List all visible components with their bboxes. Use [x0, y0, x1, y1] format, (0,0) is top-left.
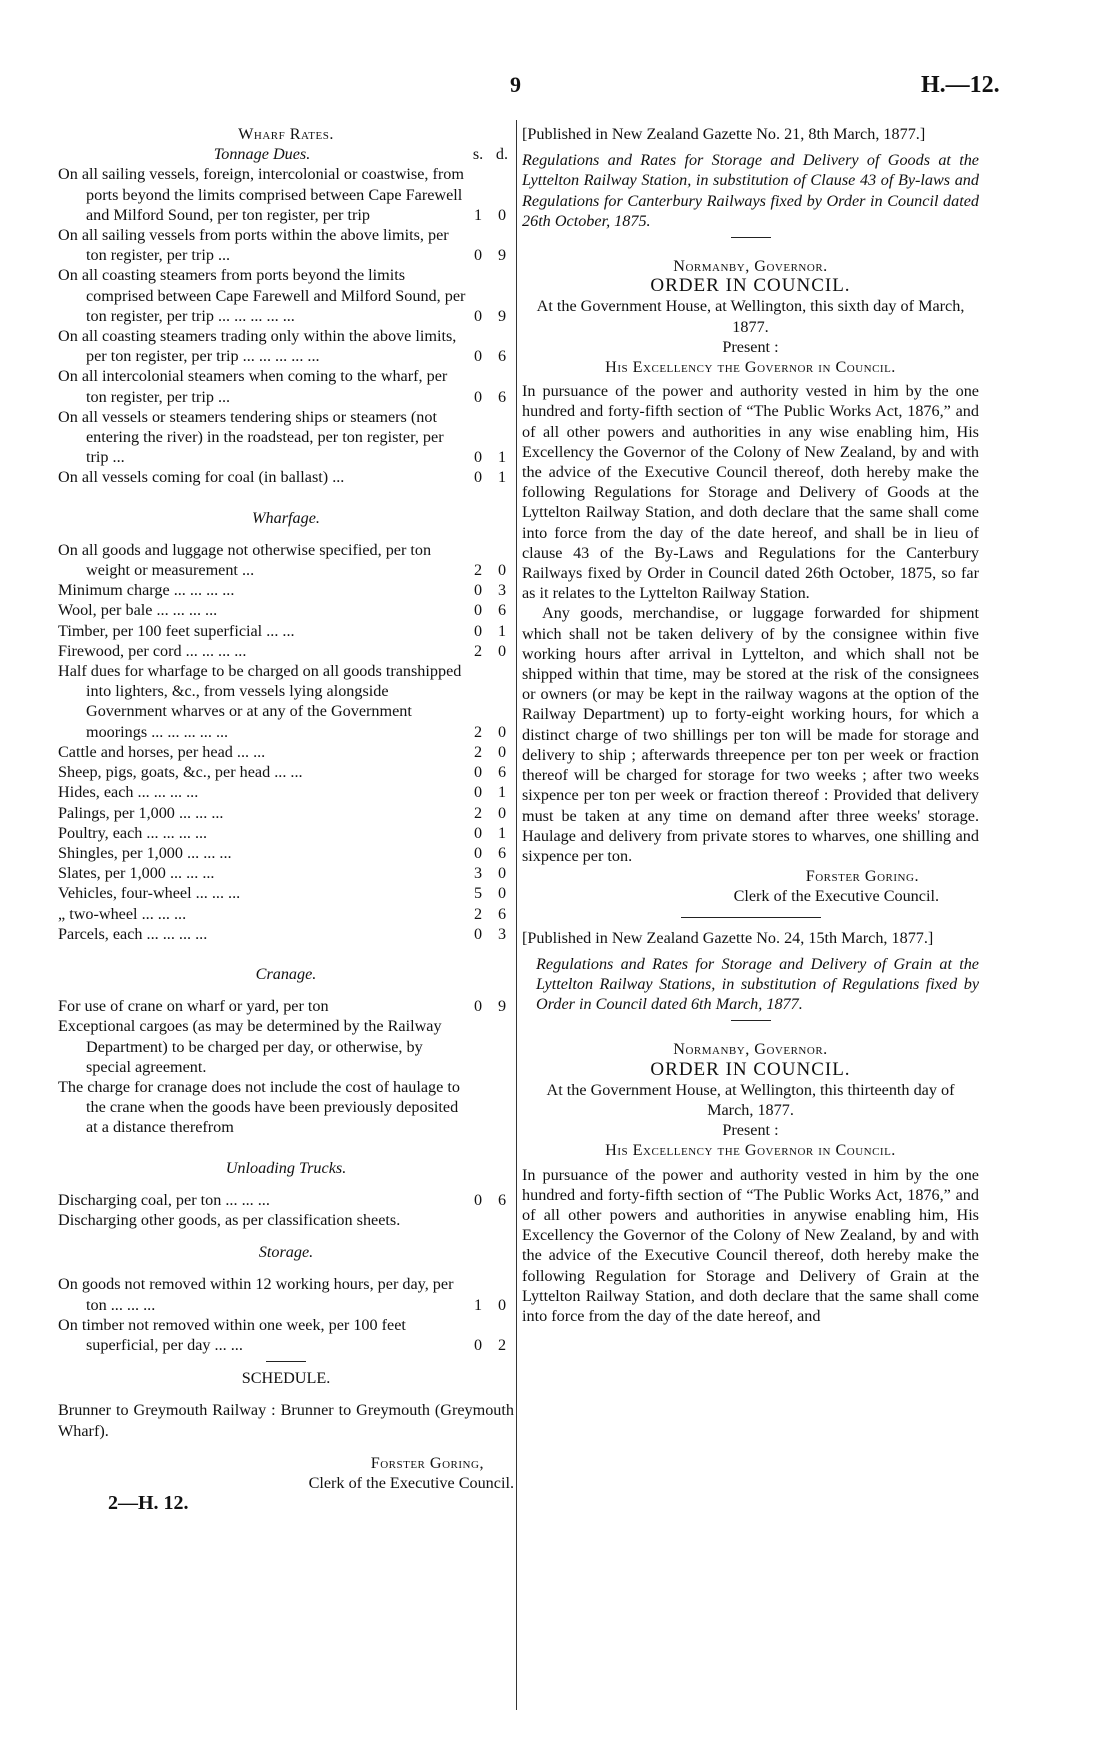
tariff-row — [58, 326, 514, 366]
regulation-title: Regulations and Rates for Storage and Delivery of Grain at the Lyttelton Railway Stations, in substitution of Regulations fixed by Order in Council dated 6th March, 1877. — [536, 954, 979, 1014]
tariff-shillings: 0 — [473, 823, 483, 842]
tariff-pence: 3 — [497, 581, 507, 600]
tariff-row — [58, 407, 514, 468]
right-column — [522, 124, 979, 1326]
storage-title: Storage. — [258, 1243, 314, 1262]
tariff-pence: 1 — [497, 468, 507, 487]
tariff-pence: 3 — [497, 924, 507, 943]
tariff-pence: 0 — [497, 1295, 507, 1314]
present-label: Present : — [722, 1121, 779, 1140]
tariff-row — [58, 803, 514, 823]
order-paragraph: Any goods, merchandise, or luggage forwarded for shipment which shall not be taken delivery of by the consignee within five working hours after arrival in Lyttelton, and which shall not be shipped within that time, may be stored at the risk of the consignees or owners (or may be kept in the railway wagons at the option of the Railway Department) up to forty-eight working hours, for which a distinct charge of two shillings per ton will be made for storage and delivery to ship ; afterwards threepence per ton per week or fraction thereof will be charged for storage for two weeks ; after two weeks sixpence per ton per week or fraction thereof : Provided that delivery must be taken at any time on demand after three weeks' storage. Haulage and delivery from private stores to wharves, one shilling and sixpence per ton. — [522, 604, 979, 865]
tariff-description: Firewood, per cord ... ... ... ... — [58, 641, 247, 660]
tariff-row — [58, 1077, 514, 1138]
tariff-row — [58, 580, 514, 600]
tariff-description: Discharging other goods, as per classification sheets. — [58, 1210, 401, 1229]
tonnage-list — [58, 164, 514, 487]
order-paragraph: In pursuance of the power and authority vested in him by the one hundred and forty-fifth section of “The Public Works Act, 1876,” and of all other powers and authorities in any wise enabling him, His Excellency the Governor of the Colony of New Zealand, by and with the advice of the Executive Council thereof, doth hereby make the following Regulations for Storage and Delivery of Goods at the Lyttelton Railway Station, and doth declare that the same shall come into force from the day of the date hereof, and shall be in lieu of clause 43 of the By-Laws and Regulations for the Canterbury Railways fixed by Order in Council dated 26th October, 1875, so far as it relates to the Lyttelton Railway Station. — [522, 382, 979, 603]
signatory-title: Clerk of the Executive Council. — [733, 887, 939, 906]
document-code: H.—12. — [921, 72, 1000, 98]
tariff-description: Half dues for wharfage to be charged on all goods transhipped into lighters, &c., from vessels lying alongside Government wharves or at any of the Government moorings ... ... ... ... ... — [58, 662, 462, 741]
tariff-description: On all vessels or steamers tendering ships or steamers (not entering the river) in the roadstead, per ton register, per trip ... — [58, 407, 444, 467]
order-place-date: At the Government House, at Wellington, this thirteenth day of March, 1877. — [546, 1080, 955, 1119]
tariff-shillings: 2 — [473, 641, 483, 660]
tariff-pence: 2 — [497, 1335, 507, 1354]
tariff-shillings: 2 — [473, 722, 483, 741]
divider-dash — [731, 237, 771, 238]
tariff-row — [58, 467, 514, 487]
unloading-list — [58, 1190, 514, 1230]
tariff-description: Palings, per 1,000 ... ... ... — [58, 803, 224, 822]
tariff-shillings: 0 — [473, 763, 483, 782]
tariff-description: „ two-wheel ... ... ... — [58, 904, 187, 923]
tariff-shillings: 0 — [473, 387, 483, 406]
tariff-row — [58, 600, 514, 620]
wharf-rates-title: Wharf Rates. — [238, 125, 334, 143]
schedule-title: SCHEDULE. — [241, 1369, 331, 1388]
tariff-pence: 0 — [497, 742, 507, 761]
tariff-shillings: 1 — [473, 205, 483, 224]
cranage-title: Cranage. — [255, 964, 317, 983]
tariff-description: Slates, per 1,000 ... ... ... — [58, 864, 215, 883]
tariff-pence: 9 — [497, 997, 507, 1016]
signatory-name: Forster Goring. — [805, 867, 919, 886]
shillings-column-label: s. — [472, 145, 484, 164]
tariff-pence: 1 — [497, 823, 507, 842]
cranage-list — [58, 996, 514, 1137]
order-place-date: At the Government House, at Wellington, this sixth day of March, 1877. — [536, 297, 965, 336]
page-number: 9 — [510, 72, 521, 97]
present-label: Present : — [722, 337, 779, 356]
tariff-pence: 0 — [497, 561, 507, 580]
tariff-shillings: 0 — [473, 601, 483, 620]
tariff-shillings: 3 — [473, 864, 483, 883]
tariff-pence: 0 — [497, 803, 507, 822]
tariff-pence: 0 — [497, 205, 507, 224]
tariff-row — [58, 883, 514, 903]
tariff-pence: 1 — [497, 448, 507, 467]
tariff-shillings: 0 — [473, 581, 483, 600]
tariff-description: Sheep, pigs, goats, &c., per head ... ... — [58, 763, 303, 782]
tariff-shillings: 2 — [473, 561, 483, 580]
tariff-shillings: 0 — [473, 246, 483, 265]
tariff-description: Parcels, each ... ... ... ... — [58, 924, 208, 943]
tariff-row — [58, 1190, 514, 1210]
tariff-shillings: 0 — [473, 448, 483, 467]
tariff-row — [58, 164, 514, 225]
tariff-pence: 6 — [497, 387, 507, 406]
pence-column-label: d. — [495, 145, 509, 164]
tariff-pence: 6 — [497, 601, 507, 620]
publication-note: [Published in New Zealand Gazette No. 24, 15th March, 1877.] — [522, 928, 934, 947]
tariff-description: On goods not removed within 12 working hours, per day, per ton ... ... ... — [58, 1275, 454, 1314]
regulation-title: Regulations and Rates for Storage and Delivery of Goods at the Lyttelton Railway Station, in substitution of Clause 43 of By-laws and Regulations for Canterbury Railways fixed by Order in Council dated 26th October, 1875. — [522, 151, 979, 230]
tariff-row — [58, 904, 514, 924]
tariff-row — [58, 823, 514, 843]
order-heading: ORDER IN COUNCIL. — [650, 1058, 851, 1080]
tariff-description: On all goods and luggage not otherwise specified, per ton weight or measurement ... — [58, 540, 432, 580]
page-footer: 2—H. 12. — [108, 1492, 189, 1515]
tariff-shillings: 2 — [473, 742, 483, 761]
schedule-text: Brunner to Greymouth Railway : Brunner to Greymouth (Greymouth Wharf). — [58, 1401, 514, 1440]
tariff-description: On all coasting steamers trading only within the above limits, per ton register, per trip ... ... ... ... ... — [58, 327, 457, 366]
tariff-shillings: 2 — [473, 904, 483, 923]
tariff-pence: 6 — [497, 763, 507, 782]
tariff-pence: 1 — [497, 783, 507, 802]
divider-dash — [731, 1020, 771, 1021]
council-line: His Excellency the Governor in Council. — [605, 358, 896, 377]
tariff-description: Poultry, each ... ... ... ... — [58, 823, 208, 842]
tariff-row — [58, 366, 514, 406]
tariff-row — [58, 924, 514, 944]
tariff-shillings: 1 — [473, 1295, 483, 1314]
tariff-description: Shingles, per 1,000 ... ... ... — [58, 843, 232, 862]
tariff-description: For use of crane on wharf or yard, per ton — [58, 997, 329, 1016]
tariff-row — [58, 225, 514, 265]
tonnage-heading-row — [58, 144, 514, 164]
governor-name: Normanby, Governor. — [673, 1040, 828, 1059]
tariff-row — [58, 1016, 514, 1077]
tariff-shillings: 0 — [473, 997, 483, 1016]
tariff-shillings: 2 — [473, 803, 483, 822]
tariff-description: Hides, each ... ... ... ... — [58, 783, 199, 802]
order-heading: ORDER IN COUNCIL. — [650, 275, 851, 297]
unloading-trucks-title: Unloading Trucks. — [225, 1158, 347, 1177]
tariff-shillings: 0 — [473, 468, 483, 487]
tariff-row — [58, 1274, 514, 1314]
tariff-pence: 6 — [497, 904, 507, 923]
order-paragraph: In pursuance of the power and authority vested in him by the one hundred and forty-fifth section of “The Public Works Act, 1876,” and of all other powers and authorities in anywise enabling him, His Excellency the Governor of the Colony of New Zealand, by and with the advice of the Executive Council thereof, doth hereby make the following Regulation for Storage and Delivery of Grain at the Lyttelton Railway Station, and doth declare that the same shall come into force from the day of the date hereof, and — [522, 1165, 979, 1325]
tariff-row — [58, 621, 514, 641]
tariff-description: On timber not removed within one week, per 100 feet superficial, per day ... ... — [58, 1315, 406, 1354]
tariff-row — [58, 661, 514, 742]
tariff-description: On all sailing vessels, foreign, intercolonial or coastwise, from ports beyond the limits comprised between Cape Farewell and Milford Sound, per ton register, per trip — [58, 165, 464, 224]
tariff-row — [58, 996, 514, 1016]
tariff-description: Timber, per 100 feet superficial ... ... — [58, 621, 295, 640]
tariff-description: On all coasting steamers from ports beyond the limits comprised between Cape Farewell and Milford Sound, per ton register, per trip ... ... ... ... ... — [58, 266, 466, 325]
tariff-row — [58, 641, 514, 661]
divider-dash — [266, 1361, 306, 1362]
tariff-description: On all sailing vessels from ports within the above limits, per ton register, per trip ... — [58, 226, 449, 265]
tariff-row — [58, 863, 514, 883]
tariff-pence: 0 — [497, 864, 507, 883]
tariff-shillings: 0 — [473, 306, 483, 325]
tariff-shillings: 0 — [473, 1335, 483, 1354]
tariff-pence: 6 — [497, 1190, 507, 1209]
tariff-description: On all intercolonial steamers when coming to the wharf, per ton register, per trip ... — [58, 367, 448, 406]
tariff-description: Exceptional cargoes (as may be determined by the Railway Department) to be charged per day, or otherwise, by special agreement. — [58, 1017, 442, 1076]
tonnage-title: Tonnage Dues. — [213, 145, 311, 164]
tariff-shillings: 0 — [473, 347, 483, 366]
tariff-shillings: 5 — [473, 884, 483, 903]
council-line: His Excellency the Governor in Council. — [605, 1141, 896, 1160]
wharfage-title: Wharfage. — [252, 508, 320, 527]
storage-list — [58, 1274, 514, 1355]
tariff-pence: 9 — [497, 246, 507, 265]
signatory-title: Clerk of the Executive Council. — [308, 1473, 514, 1492]
tariff-row — [58, 265, 514, 326]
tariff-row — [58, 843, 514, 863]
column-divider — [516, 120, 517, 1710]
tariff-row — [58, 762, 514, 782]
tariff-description: Vehicles, four-wheel ... ... ... — [58, 884, 241, 903]
tariff-row — [58, 782, 514, 802]
governor-name: Normanby, Governor. — [673, 257, 828, 276]
tariff-description: Cattle and horses, per head ... ... — [58, 742, 266, 761]
tariff-pence: 0 — [497, 884, 507, 903]
tariff-pence: 1 — [497, 621, 507, 640]
tariff-shillings: 0 — [473, 783, 483, 802]
tariff-pence: 0 — [497, 641, 507, 660]
tariff-description: Minimum charge ... ... ... ... — [58, 581, 235, 600]
tariff-row — [58, 742, 514, 762]
tariff-row — [58, 1210, 514, 1230]
tariff-pence: 0 — [497, 722, 507, 741]
tariff-row — [58, 540, 514, 580]
tariff-description: The charge for cranage does not include the cost of haulage to the crane when the goods have been previously deposited at a distance therefrom — [58, 1077, 460, 1137]
tariff-pence: 9 — [497, 306, 507, 325]
tariff-description: Discharging coal, per ton ... ... ... — [58, 1190, 270, 1209]
tariff-pence: 6 — [497, 347, 507, 366]
tariff-shillings: 0 — [473, 843, 483, 862]
tariff-shillings: 0 — [473, 924, 483, 943]
tariff-row — [58, 1315, 514, 1355]
publication-note: [Published in New Zealand Gazette No. 21, 8th March, 1877.] — [522, 125, 926, 143]
wharfage-list — [58, 540, 514, 944]
tariff-shillings: 0 — [473, 621, 483, 640]
tariff-description: Wool, per bale ... ... ... ... — [58, 601, 218, 620]
left-column — [58, 124, 514, 1513]
tariff-description: On all vessels coming for coal (in ballast) ... — [58, 468, 345, 487]
divider-rule — [681, 917, 821, 918]
tariff-pence: 6 — [497, 843, 507, 862]
tariff-shillings: 0 — [473, 1190, 483, 1209]
signatory-name: Forster Goring, — [370, 1453, 484, 1472]
